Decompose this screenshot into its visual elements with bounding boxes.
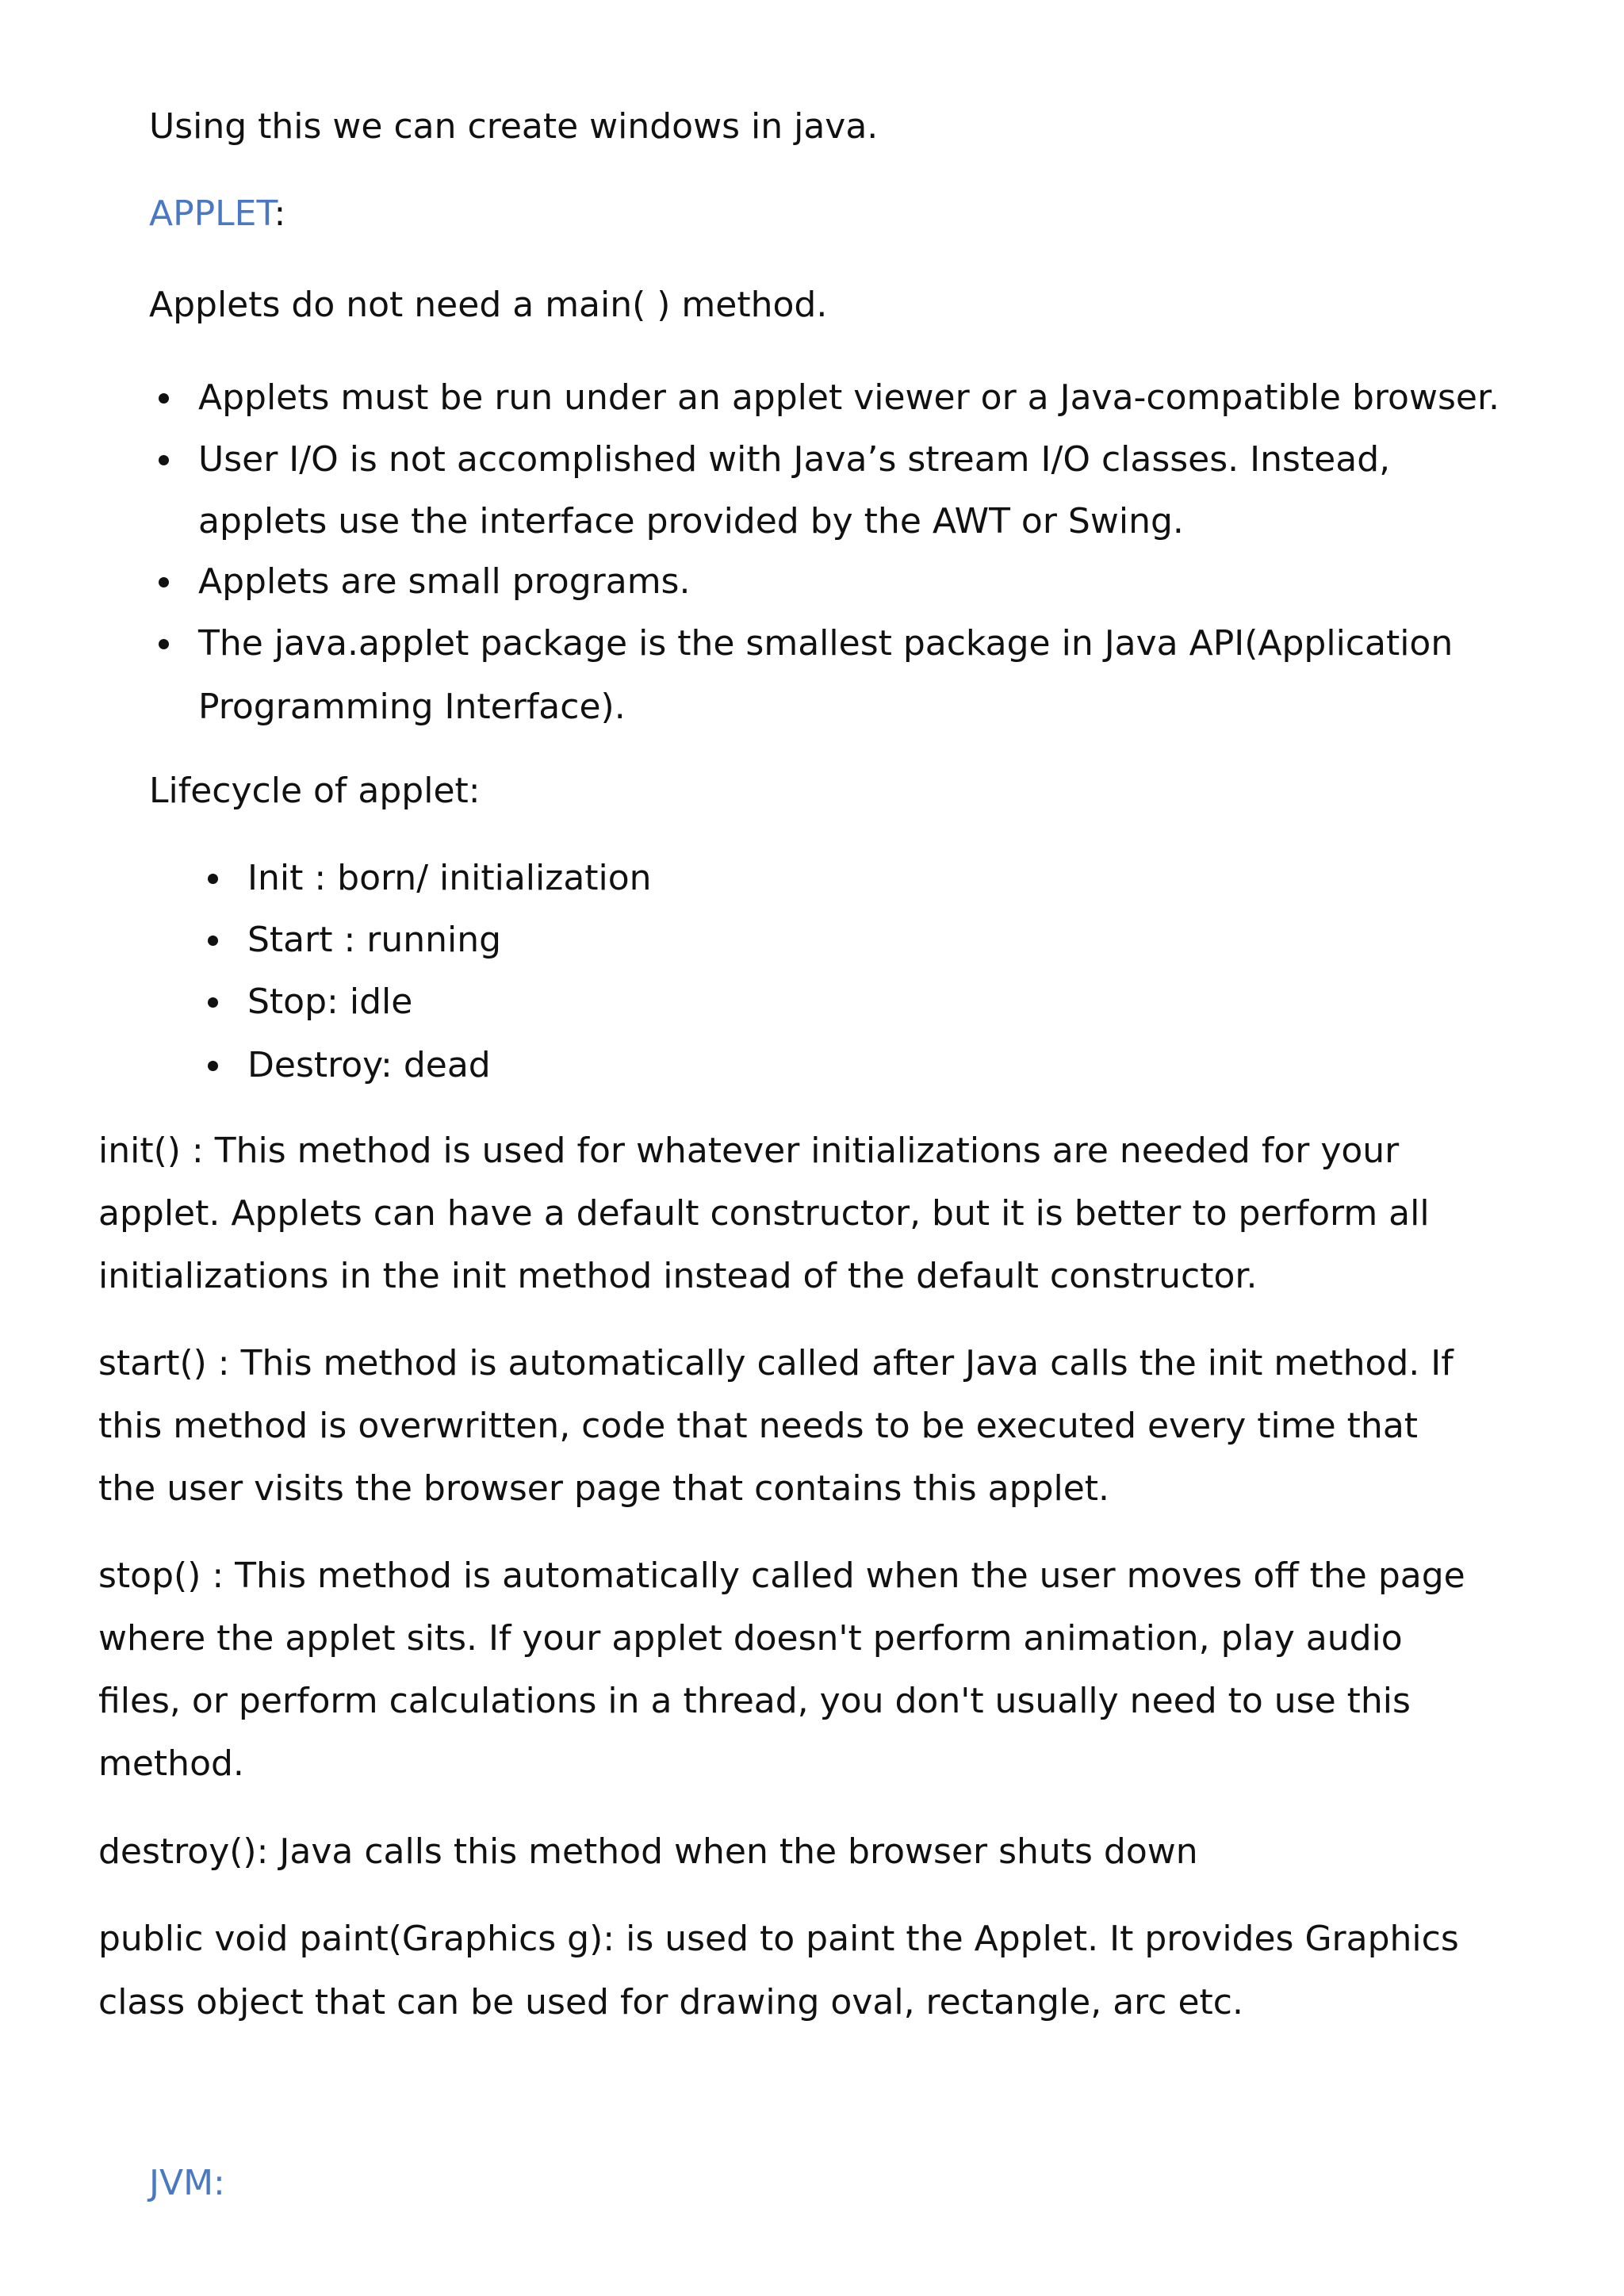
bullet-dot-icon	[159, 455, 169, 465]
bullet-dot-icon	[159, 577, 169, 587]
applet-bullet-line: Applets must be run under an applet viewer or a Java-compatible browser.	[198, 377, 1500, 418]
paragraph-line: class object that can be used for drawing oval, rectangle, arc etc.	[98, 1982, 1243, 2022]
paragraph-line: initializations in the init method instead of the default constructor.	[98, 1256, 1258, 1296]
paragraph-line: public void paint(Graphics g): is used to paint the Applet. It provides Graphics	[98, 1919, 1459, 1959]
bullet-dot-icon	[208, 936, 218, 946]
bullet-dot-icon	[208, 1061, 218, 1071]
paragraph-line: the user visits the browser page that contains this applet.	[98, 1468, 1110, 1509]
jvm-heading	[149, 2152, 225, 2215]
lifecycle-heading: Lifecycle of applet:	[149, 771, 481, 811]
applet-bullet-line: Applets are small programs.	[198, 561, 691, 602]
applet-bullet-line: User I/O is not accomplished with Java’s stream I/O classes. Instead,	[198, 439, 1391, 480]
bullet-dot-icon	[159, 639, 169, 649]
applet-bullet-line: The java.applet package is the smallest package in Java API(Application	[198, 623, 1454, 664]
lifecycle-item-label: Start : running	[247, 920, 502, 960]
paragraph-line: applet. Applets can have a default constructor, but it is better to perform all	[98, 1193, 1430, 1234]
paragraph-line: files, or perform calculations in a thread, you don't usually need to use this	[98, 1681, 1411, 1721]
applet-heading	[149, 182, 285, 246]
bullet-dot-icon	[208, 997, 218, 1008]
jvm-heading-label: JVM	[149, 2163, 214, 2203]
bullet-dot-icon	[159, 393, 169, 404]
paragraph-line: stop() : This method is automatically called when the user moves off the page	[98, 1556, 1465, 1596]
applet-bullet-line: Programming Interface).	[198, 687, 626, 727]
applet-bullet-line: applets use the interface provided by the AWT or Swing.	[198, 501, 1184, 541]
paragraph-line: method.	[98, 1743, 244, 1784]
applet-main-note: Applets do not need a main( ) method.	[149, 285, 828, 325]
paragraph-line: this method is overwritten, code that needs to be executed every time that	[98, 1406, 1419, 1446]
applet-heading-label: APPLET	[149, 193, 274, 234]
applet-heading-colon: :	[274, 193, 286, 234]
lifecycle-item-label: Stop: idle	[247, 982, 413, 1022]
paragraph-line: init() : This method is used for whatever initializations are needed for your	[98, 1131, 1400, 1171]
paragraph-line: start() : This method is automatically called after Java calls the init method. If	[98, 1343, 1454, 1383]
bullet-dot-icon	[208, 874, 218, 884]
jvm-heading-colon: :	[213, 2163, 225, 2203]
intro-text: Using this we can create windows in java.	[149, 106, 879, 147]
paragraph-line: where the applet sits. If your applet doesn't perform animation, play audio	[98, 1618, 1403, 1659]
paragraph-line: destroy(): Java calls this method when the browser shuts down	[98, 1831, 1198, 1872]
lifecycle-item-label: Destroy: dead	[247, 1045, 491, 1085]
lifecycle-item-label: Init : born/ initialization	[247, 858, 652, 898]
